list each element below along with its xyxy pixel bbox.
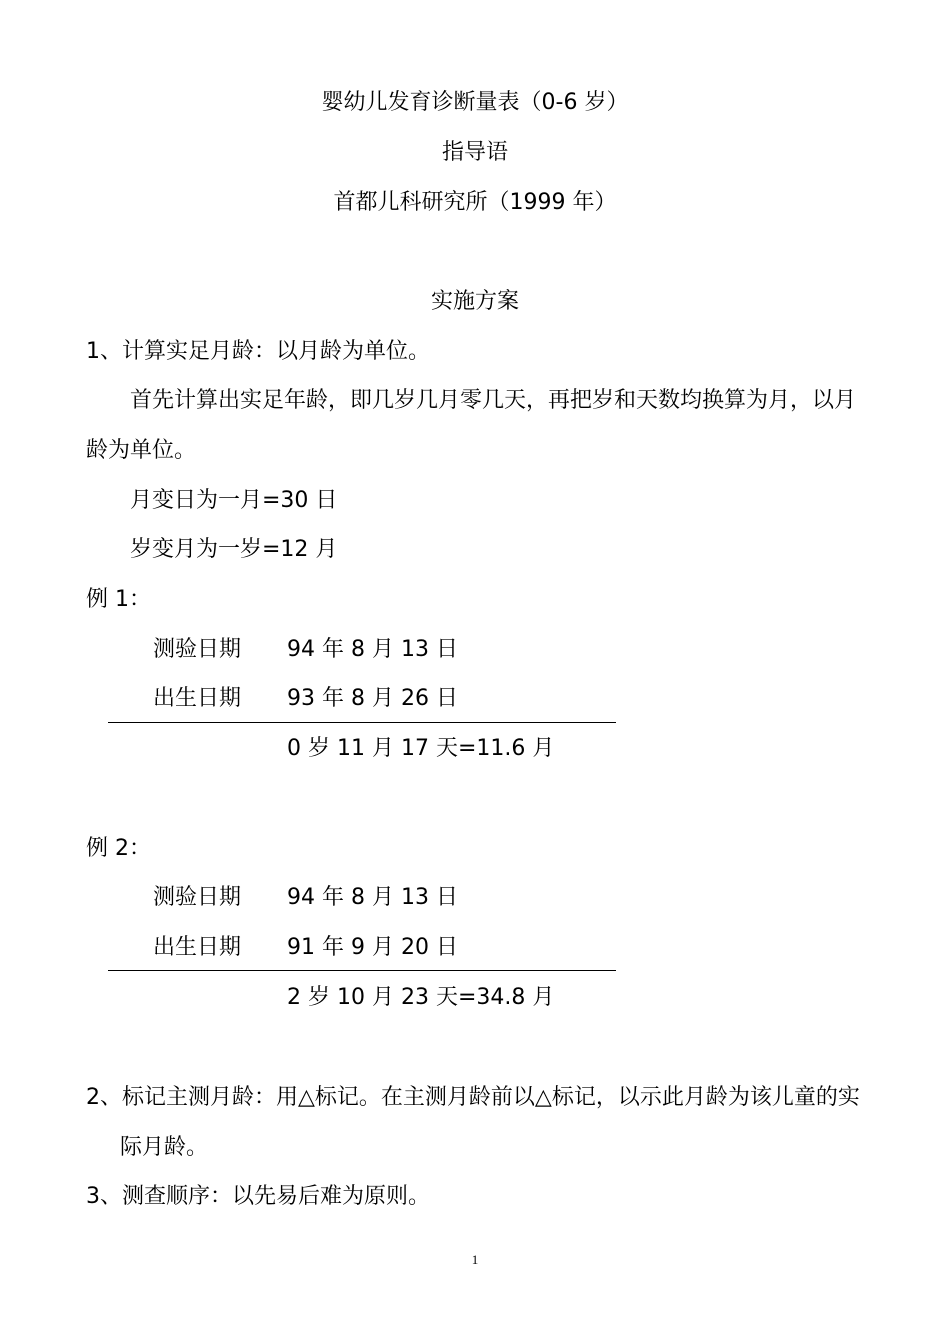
item2-line2: 际月龄。 bbox=[120, 1135, 209, 1160]
example1-label: 例 1： bbox=[86, 587, 151, 612]
example2-birth-date: 91 年 9 月 20 日 bbox=[287, 935, 458, 960]
item1-paragraph-line1: 首先计算出实足年龄，即几岁几月零几天，再把岁和天数均换算为月，以月 bbox=[130, 388, 857, 413]
document-subtitle: 指导语 bbox=[441, 140, 508, 165]
item3-line1: 3、测查顺序：以先易后难为原则。 bbox=[86, 1184, 430, 1209]
example2-birth-row bbox=[153, 933, 458, 963]
item1-heading: 1、计算实足月龄：以月龄为单位。 bbox=[86, 339, 430, 364]
example1-test-label: 测验日期 bbox=[153, 637, 242, 662]
example1-birth-row bbox=[153, 684, 458, 714]
example2-test-row bbox=[153, 883, 458, 913]
item1-paragraph-line2: 龄为单位。 bbox=[86, 438, 197, 463]
page-number: 1 bbox=[471, 1252, 479, 1267]
section-title: 实施方案 bbox=[430, 289, 519, 314]
example1-result: 0 岁 11 月 17 天=11.6 月 bbox=[287, 736, 555, 761]
example2-label: 例 2： bbox=[86, 836, 151, 861]
example2-birth-label: 出生日期 bbox=[153, 935, 242, 960]
item2-line1: 2、标记主测月龄：用△标记。在主测月龄前以△标记，以示此月龄为该儿童的实 bbox=[86, 1085, 860, 1110]
example1-subtraction-rule bbox=[108, 722, 616, 723]
example2-test-label: 测验日期 bbox=[153, 885, 242, 910]
example1-test-date: 94 年 8 月 13 日 bbox=[287, 637, 458, 662]
institution-line: 首都儿科研究所（1999 年） bbox=[333, 190, 617, 215]
example2-subtraction-rule bbox=[108, 970, 616, 971]
document-title: 婴幼儿发育诊断量表（0-6 岁） bbox=[321, 90, 629, 115]
example1-test-row bbox=[153, 635, 458, 665]
example2-test-date: 94 年 8 月 13 日 bbox=[287, 885, 458, 910]
conversion-rule-year: 岁变月为一岁=12 月 bbox=[130, 537, 338, 562]
example1-birth-date: 93 年 8 月 26 日 bbox=[287, 686, 458, 711]
example1-birth-label: 出生日期 bbox=[153, 686, 242, 711]
example2-result: 2 岁 10 月 23 天=34.8 月 bbox=[287, 985, 555, 1010]
conversion-rule-month: 月变日为一月=30 日 bbox=[130, 488, 338, 513]
